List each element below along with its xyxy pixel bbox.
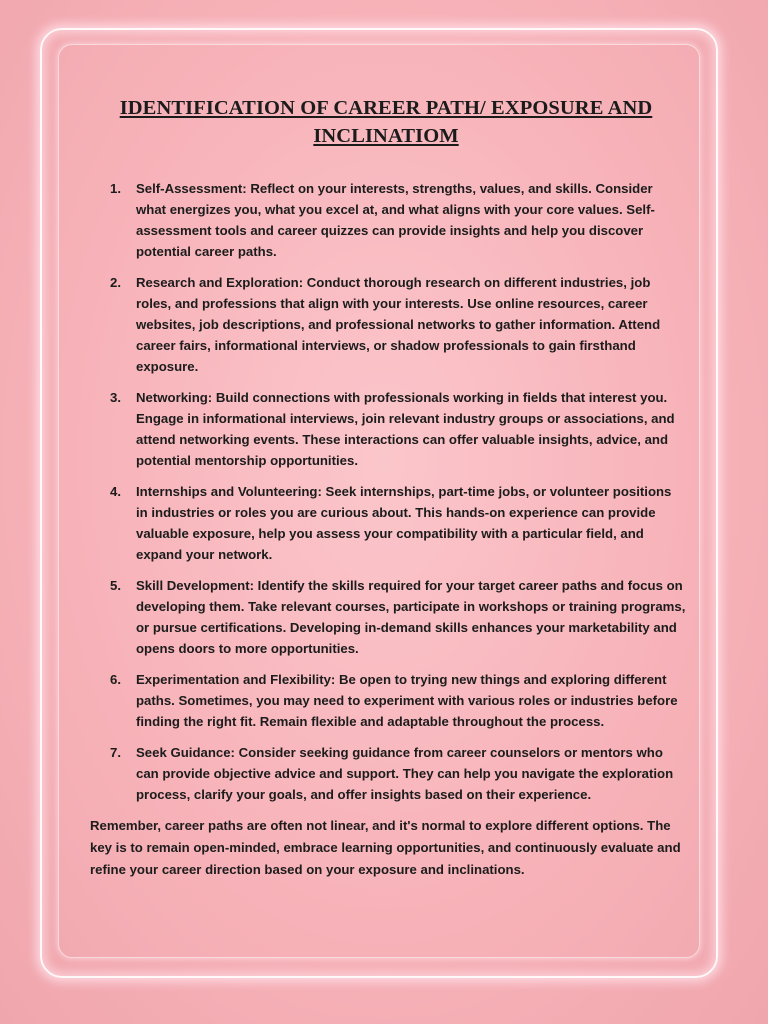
- list-item-self-assessment: [86, 178, 686, 262]
- list-item-research-exploration: [86, 272, 686, 377]
- list-item-text: Seek Guidance: Consider seeking guidance from career counselors or mentors who can provide objective advice and support. They can help you navigate the exploration process, clarify your goals, and offer insights based on their experience.: [136, 745, 674, 802]
- list-item-number: 3.: [110, 390, 121, 405]
- document-title: IDENTIFICATION OF CAREER PATH/ EXPOSURE AND INCLINATIOM: [119, 97, 653, 147]
- list-item-number: 1.: [110, 181, 121, 196]
- list-item-number: 6.: [110, 672, 121, 687]
- list-item-internships-volunteering: [86, 481, 686, 565]
- career-steps-list: [86, 178, 686, 805]
- list-item-number: 5.: [110, 578, 121, 593]
- list-item-text: Networking: Build connections with professionals working in fields that interest you. Engage in informational interviews, join relevant industry groups or associations, and attend networking events. These interactions can offer valuable insights, advice, and potential mentorship opportunities.: [136, 390, 675, 468]
- list-item-number: 4.: [110, 484, 121, 499]
- list-item-seek-guidance: [86, 742, 686, 805]
- list-item-experimentation-flexibility: [86, 669, 686, 732]
- list-item-number: 2.: [110, 275, 121, 290]
- list-item-skill-development: [86, 575, 686, 659]
- list-item-text: Experimentation and Flexibility: Be open to trying new things and exploring different paths. Sometimes, you may need to experiment with various roles or industries before finding the right fit. Remain flexible and adaptable throughout the process.: [136, 672, 678, 729]
- list-item-text: Skill Development: Identify the skills required for your target career paths and focus on developing them. Take relevant courses, participate in workshops or training programs, or pursue certifications. Developing in-demand skills enhances your marketability and opens doors to more opportunities.: [136, 578, 686, 656]
- closing-paragraph: Remember, career paths are often not linear, and it's normal to explore different options. The key is to remain open-minded, embrace learning opportunities, and continuously evaluate and refine your career direction based on your exposure and inclinations.: [90, 818, 681, 877]
- list-item-text: Internships and Volunteering: Seek internships, part-time jobs, or volunteer positions in industries or roles you are curious about. This hands-on experience can provide valuable exposure, help you assess your compatibility with a particular field, and expand your network.: [136, 484, 672, 562]
- list-item-networking: [86, 387, 686, 471]
- list-item-text: Research and Exploration: Conduct thorough research on different industries, job roles, and professions that align with your interests. Use online resources, career websites, job descriptions, and professional networks to gather information. Attend career fairs, informational interviews, or shadow professionals to gain firsthand exposure.: [136, 275, 661, 374]
- document-content: [86, 94, 686, 881]
- list-item-number: 7.: [110, 745, 121, 760]
- list-item-text: Self-Assessment: Reflect on your interests, strengths, values, and skills. Consider what energizes you, what you excel at, and what aligns with your core values. Self-assessment tools and career quizzes can provide insights and help you discover potential career paths.: [136, 181, 655, 259]
